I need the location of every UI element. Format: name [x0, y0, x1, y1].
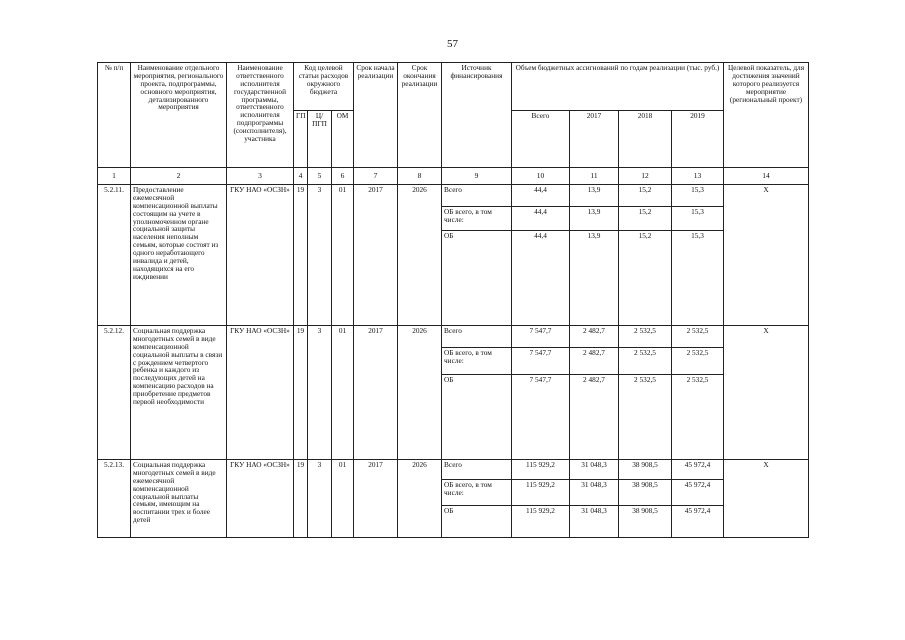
funding-2017: 2 482,7 [570, 375, 619, 460]
funding-2019: 2 532,5 [672, 348, 724, 375]
header-total: Всего [512, 111, 570, 168]
header-executor: Наименование ответственного исполнителя государственной программы, ответственного исполнителя подпрограммы (соисполнителя), участника [227, 63, 294, 168]
row-code-pgp: 3 [308, 326, 332, 460]
row-end: 2026 [398, 326, 442, 460]
funding-2019: 45 972,4 [672, 460, 724, 480]
col-num: 8 [398, 168, 442, 185]
funding-source: ОБ всего, в том числе: [442, 207, 512, 231]
col-num: 13 [672, 168, 724, 185]
col-num: 10 [512, 168, 570, 185]
col-num: 7 [354, 168, 398, 185]
row-target: Х [724, 185, 809, 326]
row-code-om: 01 [332, 185, 354, 326]
col-num: 1 [98, 168, 131, 185]
row-num: 5.2.13. [98, 460, 131, 538]
funding-2018: 38 908,5 [619, 506, 672, 538]
header-code-gp: ГП [294, 111, 308, 168]
funding-source: ОБ всего, в том числе: [442, 348, 512, 375]
header-2017: 2017 [570, 111, 619, 168]
funding-2017: 31 048,3 [570, 460, 619, 480]
funding-2017: 2 482,7 [570, 348, 619, 375]
funding-total: 115 929,2 [512, 506, 570, 538]
funding-2018: 2 532,5 [619, 375, 672, 460]
row-name: Социальная поддержка многодетных семей в виде компенсационной социальной выплаты в связи с рождением четвертого ребенка и каждого из последующих детей на компенсацию расходов на приобретение предметов первой необходимости [131, 326, 227, 460]
funding-2019: 15,3 [672, 207, 724, 231]
funding-total: 7 547,7 [512, 326, 570, 348]
header-num: № п/п [98, 63, 131, 168]
table-body [98, 185, 809, 538]
funding-2018: 15,2 [619, 185, 672, 207]
header-name: Наименование отдельного мероприятия, регионального проекта, подпрограммы, основного мероприятия, детализированного мероприятия [131, 63, 227, 168]
funding-2018: 38 908,5 [619, 480, 672, 506]
row-name: Социальная поддержка многодетных семей в виде ежемесячной компенсационной социальной выплаты семьям, имеющим на воспитании трех и более детей [131, 460, 227, 538]
row-code-pgp: 3 [308, 460, 332, 538]
row-num: 5.2.12. [98, 326, 131, 460]
funding-total: 7 547,7 [512, 375, 570, 460]
funding-total: 44,4 [512, 231, 570, 326]
funding-source: ОБ [442, 506, 512, 538]
funding-source: Всего [442, 460, 512, 480]
col-num: 4 [294, 168, 308, 185]
col-num: 5 [308, 168, 332, 185]
row-target: Х [724, 326, 809, 460]
funding-total: 115 929,2 [512, 480, 570, 506]
funding-source: ОБ [442, 375, 512, 460]
col-num: 2 [131, 168, 227, 185]
funding-2017: 31 048,3 [570, 480, 619, 506]
col-num: 3 [227, 168, 294, 185]
row-code-gp: 19 [294, 460, 308, 538]
funding-source: ОБ [442, 231, 512, 326]
col-num: 6 [332, 168, 354, 185]
funding-2018: 15,2 [619, 231, 672, 326]
row-end: 2026 [398, 460, 442, 538]
col-num: 12 [619, 168, 672, 185]
row-start: 2017 [354, 185, 398, 326]
header-2018: 2018 [619, 111, 672, 168]
column-numbers-row [98, 168, 809, 185]
table-row [98, 326, 809, 348]
row-end: 2026 [398, 185, 442, 326]
funding-2017: 31 048,3 [570, 506, 619, 538]
funding-2019: 15,3 [672, 231, 724, 326]
row-code-pgp: 3 [308, 185, 332, 326]
header-start: Срок начала реализации [354, 63, 398, 168]
row-code-gp: 19 [294, 326, 308, 460]
table-row [98, 185, 809, 207]
funding-total: 7 547,7 [512, 348, 570, 375]
col-num: 14 [724, 168, 809, 185]
row-num: 5.2.11. [98, 185, 131, 326]
funding-2017: 13,9 [570, 185, 619, 207]
col-num: 11 [570, 168, 619, 185]
funding-2017: 13,9 [570, 207, 619, 231]
funding-2019: 45 972,4 [672, 506, 724, 538]
funding-source: Всего [442, 185, 512, 207]
row-name: Предоставление ежемесячной компенсационной выплаты состоящим на учете в уполномоченном органе социальной защиты населения неполным семьям, которые состоят из одного неработающего инвалида и детей, находящихся на его иждивении [131, 185, 227, 326]
funding-2019: 2 532,5 [672, 375, 724, 460]
row-code-om: 01 [332, 460, 354, 538]
funding-total: 44,4 [512, 207, 570, 231]
row-target: Х [724, 460, 809, 538]
header-budget: Объем бюджетных ассигнований по годам реализации (тыс. руб.) [512, 63, 724, 111]
funding-2017: 2 482,7 [570, 326, 619, 348]
funding-2018: 15,2 [619, 207, 672, 231]
page-number: 57 [447, 38, 458, 50]
row-start: 2017 [354, 460, 398, 538]
header-source: Источник финансирования [442, 63, 512, 168]
header-code: Код целевой статьи расходов окружного бюджета [294, 63, 354, 111]
funding-total: 44,4 [512, 185, 570, 207]
funding-2019: 2 532,5 [672, 326, 724, 348]
funding-source: ОБ всего, в том числе: [442, 480, 512, 506]
header-target: Целевой показатель, для достижения значений которого реализуется мероприятие (региональный проект) [724, 63, 809, 168]
header-2019: 2019 [672, 111, 724, 168]
funding-2018: 2 532,5 [619, 326, 672, 348]
header-end: Срок окончания реализации [398, 63, 442, 168]
row-executor: ГКУ НАО «ОСЗН» [227, 460, 294, 538]
row-executor: ГКУ НАО «ОСЗН» [227, 326, 294, 460]
header-code-om: ОМ [332, 111, 354, 168]
table-row [98, 460, 809, 480]
row-start: 2017 [354, 326, 398, 460]
funding-source: Всего [442, 326, 512, 348]
funding-2018: 38 908,5 [619, 460, 672, 480]
funding-2019: 45 972,4 [672, 480, 724, 506]
funding-2019: 15,3 [672, 185, 724, 207]
header-code-pgp: Ц/ПГП [308, 111, 332, 168]
col-num: 9 [442, 168, 512, 185]
row-code-om: 01 [332, 326, 354, 460]
funding-2018: 2 532,5 [619, 348, 672, 375]
row-code-gp: 19 [294, 185, 308, 326]
funding-total: 115 929,2 [512, 460, 570, 480]
program-table [97, 62, 809, 538]
table-header [98, 63, 809, 185]
funding-2017: 13,9 [570, 231, 619, 326]
row-executor: ГКУ НАО «ОСЗН» [227, 185, 294, 326]
